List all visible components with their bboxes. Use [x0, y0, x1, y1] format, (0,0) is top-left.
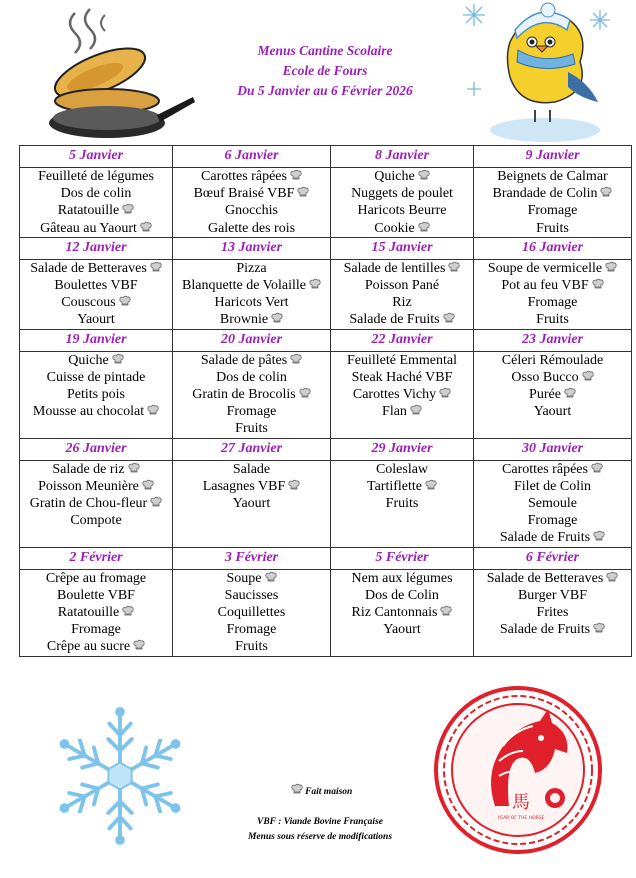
chef-hat-icon [297, 186, 309, 198]
dish-item [475, 220, 630, 237]
dish-name: Carottes Vichy [352, 387, 437, 403]
day-menu [331, 351, 474, 438]
day-date: 6 Janvier [173, 146, 331, 168]
dish-item [174, 570, 329, 587]
dish-item [21, 478, 171, 495]
dish-name: Carottes râpées [201, 169, 287, 184]
dish-name: Pot au feu VBF [501, 278, 589, 294]
dish-name: Osso Bucco [511, 369, 579, 385]
chef-hat-icon [288, 479, 300, 491]
day-menu [20, 168, 173, 238]
dish-item [21, 185, 171, 202]
chef-hat-icon [291, 783, 303, 795]
chef-hat-icon [440, 605, 452, 617]
dish-name: Boulette VBF [57, 587, 135, 603]
day-date: 12 Janvier [20, 237, 173, 259]
dish-name: Saucisses [224, 587, 279, 603]
dish-item [332, 311, 472, 328]
dish-name: Salade de Fruits [499, 622, 591, 638]
dish-name: Brandade de Colin [492, 186, 598, 202]
year-of-horse-emblem [433, 686, 603, 854]
dish-item [475, 570, 630, 587]
dish-name: Flan [382, 404, 407, 420]
dish-item [174, 587, 329, 604]
week-dishes-row [20, 168, 632, 238]
week-dishes-row [20, 351, 632, 438]
dish-item [475, 311, 630, 328]
dish-item [475, 260, 630, 277]
dish-item [174, 478, 329, 495]
day-menu [20, 569, 173, 656]
dish-name: Nem aux légumes [351, 570, 453, 586]
dish-name: Fruits [235, 421, 268, 437]
dish-name: Pizza [236, 260, 267, 276]
dish-item [21, 461, 171, 478]
dish-name: Fruits [385, 496, 419, 512]
dish-name: Salade de Betteraves [30, 260, 147, 276]
dish-name: Lasagnes VBF [202, 478, 286, 494]
winter-bird-illustration [460, 2, 620, 144]
chef-hat-icon [425, 479, 437, 491]
dish-item [21, 403, 171, 420]
dish-item [475, 403, 630, 420]
week-dishes-row [20, 259, 632, 329]
day-menu [474, 460, 632, 547]
dish-item [475, 185, 630, 202]
chef-hat-icon [140, 221, 152, 233]
dish-item [21, 638, 171, 655]
crepe-pan-illustration [45, 5, 195, 140]
day-menu [474, 259, 632, 329]
dish-name: Beignets de Calmar [497, 169, 608, 184]
chef-hat-icon [606, 571, 618, 583]
dish-item [332, 461, 472, 478]
dish-item [174, 461, 329, 478]
dish-item [21, 277, 171, 294]
dish-item [21, 512, 171, 529]
dish-name: Quiche [374, 169, 415, 184]
day-date: 2 Février [20, 547, 173, 569]
dish-name: Yaourt [533, 404, 572, 420]
dish-item [174, 369, 329, 386]
dish-name: Riz [392, 295, 412, 311]
horse-glyph: 馬 [512, 792, 530, 813]
dish-item [332, 587, 472, 604]
day-menu [173, 351, 331, 438]
week-dishes-row [20, 569, 632, 656]
dish-name: Feuilleté de légumes [38, 169, 154, 184]
dish-item [332, 386, 472, 403]
day-menu [20, 460, 173, 547]
dish-item [475, 202, 630, 219]
day-menu [474, 351, 632, 438]
header-school: Ecole de Fours [282, 63, 368, 78]
day-menu [331, 259, 474, 329]
day-menu [331, 569, 474, 656]
dish-item [21, 604, 171, 621]
dish-item [174, 202, 329, 219]
vbf-note: VBF : Viande Bovine Française [257, 817, 383, 827]
homemade-legend [200, 783, 440, 800]
dish-item [475, 461, 630, 478]
dish-item [21, 202, 171, 219]
dish-name: Salade de Fruits [499, 530, 591, 546]
dish-name: Semoule [528, 496, 577, 512]
day-date: 5 Février [331, 547, 474, 569]
dish-name: Dos de Colin [365, 587, 439, 603]
dish-name: Salade de Fruits [349, 312, 440, 328]
dish-item [475, 277, 630, 294]
dish-item [332, 168, 472, 185]
chef-hat-icon [122, 605, 134, 617]
dish-item [21, 621, 171, 638]
day-date: 9 Janvier [474, 146, 632, 168]
dish-item [21, 220, 171, 237]
menu-table [19, 145, 632, 657]
day-menu [474, 168, 632, 238]
homemade-label: Fait maison [305, 787, 353, 797]
day-menu [173, 168, 331, 238]
dish-name: Crêpe au sucre [46, 639, 131, 655]
dish-item [332, 352, 472, 369]
dish-item [332, 570, 472, 587]
dish-name: Gratin de Brocolis [192, 387, 296, 403]
dish-name: Fromage [527, 203, 578, 219]
dish-name: Frites [536, 605, 569, 621]
snowflake-illustration [52, 705, 188, 847]
dish-name: Haricots Beurre [357, 203, 447, 219]
day-date: 22 Janvier [331, 329, 474, 351]
chef-hat-icon [564, 387, 576, 399]
dish-item [332, 185, 472, 202]
dish-item [475, 604, 630, 621]
chef-hat-icon [150, 496, 162, 508]
day-menu [173, 460, 331, 547]
dish-item [21, 294, 171, 311]
dish-name: Salade de Betteraves [486, 570, 604, 586]
dish-item [174, 420, 329, 437]
dish-name: Fromage [226, 404, 277, 420]
dish-item [21, 386, 171, 403]
dish-name: Tartiflette [367, 478, 422, 494]
dish-name: Crêpe au fromage [45, 570, 147, 586]
dish-item [332, 202, 472, 219]
dish-name: Mousse au chocolat [32, 404, 145, 420]
dish-item [332, 294, 472, 311]
dish-item [174, 495, 329, 512]
chef-hat-icon [592, 278, 604, 290]
dish-name: Fromage [226, 622, 277, 638]
day-menu [331, 460, 474, 547]
chef-hat-icon [593, 530, 605, 542]
chef-hat-icon [119, 295, 131, 307]
dish-name: Boulettes VBF [54, 278, 138, 294]
dish-name: Cuisse de pintade [46, 369, 146, 385]
dish-item [21, 311, 171, 328]
dish-name: Riz Cantonnais [351, 605, 438, 621]
dish-item [332, 220, 472, 237]
dish-name: Petits pois [67, 387, 125, 403]
week-date-row [20, 438, 632, 460]
dish-name: Dos de colin [60, 186, 132, 202]
chef-hat-icon [582, 370, 594, 382]
chef-hat-icon [418, 169, 430, 181]
dish-name: Soupe [226, 570, 262, 586]
dish-name: Feuilleté Emmental [346, 352, 458, 368]
header-title: Menus Cantine Scolaire [257, 43, 393, 58]
dish-item [475, 369, 630, 386]
day-menu [173, 569, 331, 656]
day-date: 6 Février [474, 547, 632, 569]
chef-hat-icon [290, 169, 302, 181]
chef-hat-icon [593, 622, 605, 634]
dish-name: Coquillettes [217, 605, 286, 621]
dish-item [174, 352, 329, 369]
dish-item [174, 294, 329, 311]
week-date-row [20, 329, 632, 351]
dish-item [174, 604, 329, 621]
chef-hat-icon [147, 404, 159, 416]
dish-name: Salade de riz [52, 461, 125, 477]
dish-item [21, 495, 171, 512]
horse-caption: YEAR OF THE HORSE [497, 816, 545, 821]
dish-name: Nuggets de poulet [351, 186, 453, 202]
dish-name: Blanquette de Volaille [182, 278, 306, 294]
dish-name: Haricots Vert [214, 295, 289, 311]
dish-item [475, 294, 630, 311]
dish-name: Céleri Rémoulade [501, 352, 604, 368]
day-date: 3 Février [173, 547, 331, 569]
dish-item [174, 386, 329, 403]
dish-name: Gâteau au Yaourt [40, 220, 137, 236]
day-menu [331, 168, 474, 238]
day-date: 5 Janvier [20, 146, 173, 168]
chef-hat-icon [150, 261, 162, 273]
chef-hat-icon [600, 186, 612, 198]
dish-item [174, 260, 329, 277]
dish-item [174, 168, 329, 185]
dish-name: Coleslaw [375, 461, 429, 477]
dish-item [174, 403, 329, 420]
dish-name: Yaourt [77, 312, 115, 328]
dish-name: Yaourt [383, 622, 421, 638]
dish-item [475, 168, 630, 185]
menu-header [190, 41, 460, 101]
chef-hat-icon [265, 571, 277, 583]
header-period: Du 5 Janvier au 6 Février 2026 [237, 83, 413, 98]
dish-name: Quiche [68, 352, 109, 368]
day-menu [20, 259, 173, 329]
dish-name: Brownie [219, 312, 269, 328]
dish-name: Salade [232, 461, 271, 477]
day-menu [20, 351, 173, 438]
day-date: 15 Janvier [331, 237, 474, 259]
dish-item [332, 621, 472, 638]
dish-name: Fromage [527, 513, 578, 529]
dish-name: Carottes râpées [502, 461, 588, 477]
day-date: 27 Janvier [173, 438, 331, 460]
dish-name: Poisson Pané [364, 278, 440, 294]
dish-name: Fruits [536, 312, 569, 328]
dish-item [174, 311, 329, 328]
dish-item [475, 587, 630, 604]
dish-item [332, 369, 472, 386]
dish-item [21, 260, 171, 277]
dish-item [21, 369, 171, 386]
dish-name: Fruits [536, 220, 569, 236]
dish-item [21, 352, 171, 369]
chef-hat-icon [271, 312, 283, 324]
dish-name: Ratatouille [57, 203, 120, 219]
dish-name: Dos de colin [216, 369, 287, 385]
dish-name: Fromage [527, 295, 578, 311]
chef-hat-icon [128, 462, 140, 474]
dish-name: Galette des rois [207, 220, 296, 236]
dish-item [174, 621, 329, 638]
dish-item [475, 478, 630, 495]
day-date: 20 Janvier [173, 329, 331, 351]
dish-item [174, 220, 329, 237]
week-date-row [20, 146, 632, 168]
day-date: 26 Janvier [20, 438, 173, 460]
dish-item [332, 604, 472, 621]
dish-name: Filet de Colin [514, 478, 591, 494]
menu-footer [200, 783, 440, 845]
dish-item [475, 352, 630, 369]
day-date: 8 Janvier [331, 146, 474, 168]
day-menu [474, 569, 632, 656]
dish-name: Burger VBF [517, 587, 588, 603]
day-date: 23 Janvier [474, 329, 632, 351]
dish-item [475, 386, 630, 403]
dish-item [475, 621, 630, 638]
chef-hat-icon [591, 462, 603, 474]
dish-name: Compote [70, 513, 122, 529]
dish-name: Salade de pâtes [200, 352, 288, 368]
chef-hat-icon [290, 353, 302, 365]
day-date: 29 Janvier [331, 438, 474, 460]
chef-hat-icon [448, 261, 460, 273]
dish-item [475, 529, 630, 546]
dish-name: Gratin de Chou-fleur [29, 496, 148, 512]
dish-name: Yaourt [232, 496, 271, 512]
chef-hat-icon [133, 639, 145, 651]
dish-item [332, 495, 472, 512]
dish-item [332, 277, 472, 294]
dish-item [332, 478, 472, 495]
dish-item [174, 185, 329, 202]
chef-hat-icon [443, 312, 455, 324]
chef-hat-icon [439, 387, 451, 399]
week-date-row [20, 547, 632, 569]
dish-item [174, 277, 329, 294]
chef-hat-icon [142, 479, 154, 491]
dish-item [332, 260, 472, 277]
dish-name: Couscous [61, 295, 116, 311]
dish-item [332, 403, 472, 420]
dish-name: Fromage [71, 622, 121, 638]
dish-name: Purée [529, 387, 561, 403]
dish-item [475, 512, 630, 529]
chef-hat-icon [418, 221, 430, 233]
chef-hat-icon [299, 387, 311, 399]
dish-name: Poisson Meunière [38, 478, 139, 494]
modifications-note: Menus sous réserve de modifications [247, 832, 393, 842]
chef-hat-icon [410, 404, 422, 416]
day-date: 13 Janvier [173, 237, 331, 259]
week-date-row [20, 237, 632, 259]
day-date: 19 Janvier [20, 329, 173, 351]
dish-item [21, 570, 171, 587]
dish-name: Ratatouille [57, 605, 120, 621]
dish-item [21, 168, 171, 185]
chef-hat-icon [122, 203, 134, 215]
dish-name: Soupe de vermicelle [487, 260, 603, 276]
week-dishes-row [20, 460, 632, 547]
day-date: 16 Janvier [474, 237, 632, 259]
day-date: 30 Janvier [474, 438, 632, 460]
dish-name: Bœuf Braisé VBF [193, 186, 295, 202]
chef-hat-icon [309, 278, 321, 290]
day-menu [173, 259, 331, 329]
dish-name: Gnocchis [225, 203, 278, 219]
dish-item [475, 495, 630, 512]
chef-hat-icon [605, 261, 617, 273]
dish-name: Cookie [374, 220, 415, 236]
chef-hat-icon [112, 353, 124, 365]
dish-item [174, 638, 329, 655]
dish-name: Salade de lentilles [343, 260, 446, 276]
dish-name: Steak Haché VBF [351, 369, 453, 385]
dish-name: Fruits [235, 639, 268, 655]
dish-item [21, 587, 171, 604]
